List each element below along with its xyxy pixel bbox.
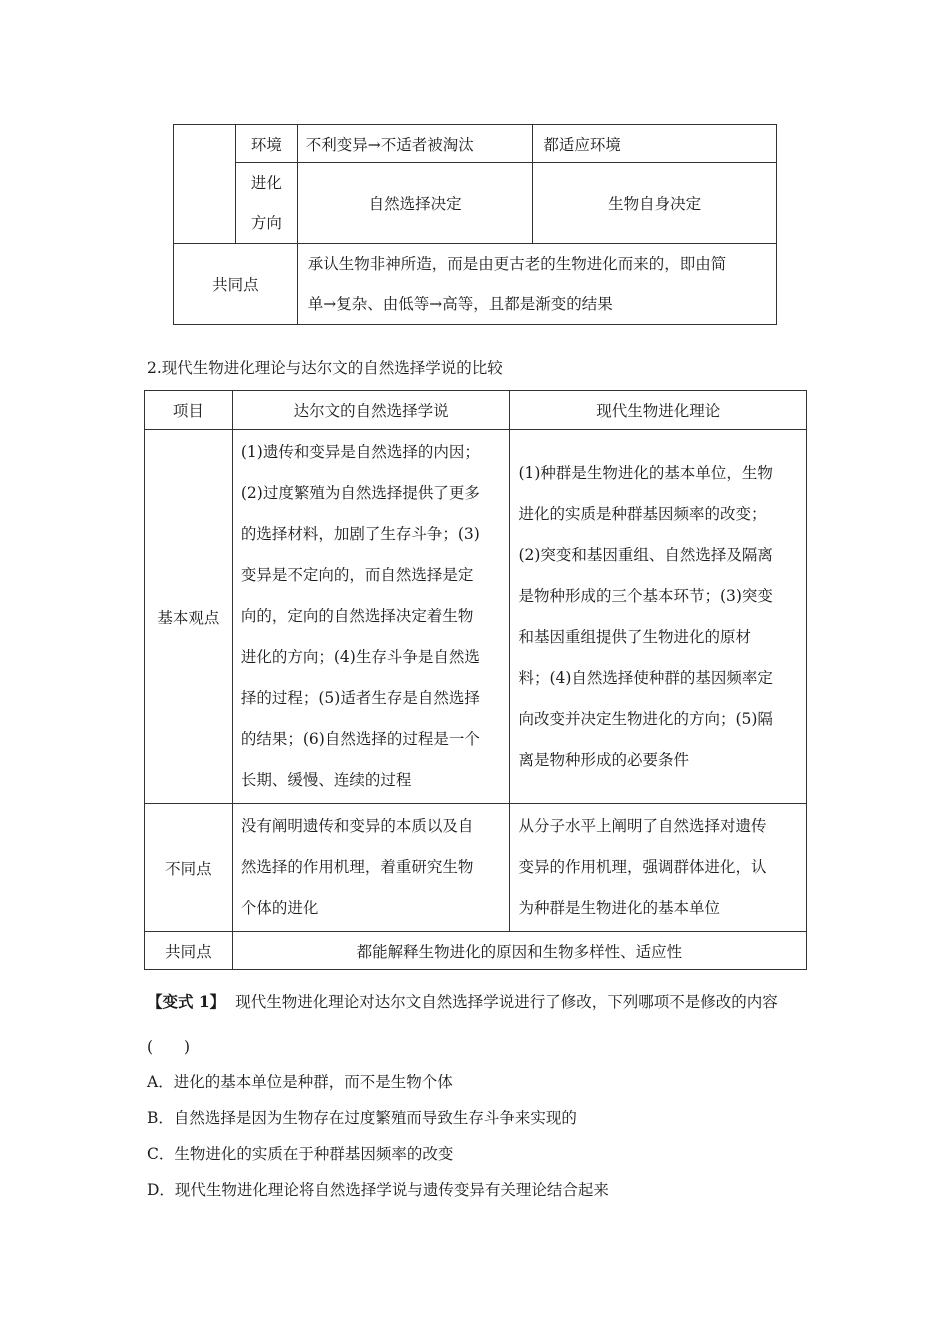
text-line: 长期、缓慢、连续的过程 xyxy=(240,771,412,789)
text-line: 是物种形成的三个基本环节；(3)突变 xyxy=(518,586,773,605)
text-line: (1)种群是生物进化的基本单位，生物 xyxy=(518,463,773,482)
option-a[interactable]: A．进化的基本单位是种群，而不是生物个体 xyxy=(147,1073,453,1091)
text-line: 择的过程；(5)适者生存是自然选择 xyxy=(240,689,480,707)
text-line: 进化的方向；(4)生存斗争是自然选 xyxy=(240,648,480,666)
merged-empty-cell xyxy=(174,125,236,244)
cell-basic-modern xyxy=(510,430,807,804)
cell-environment-col2: 都适应环境 xyxy=(533,125,777,163)
cell-diff-darwin xyxy=(232,804,510,932)
text-line: 为种群是生物进化的基本单位 xyxy=(518,899,720,917)
row-label-common-2: 共同点 xyxy=(145,932,233,970)
text-line: (2)过度繁殖为自然选择提供了更多 xyxy=(240,484,480,502)
text-line: (1)遗传和变异是自然选择的内因； xyxy=(240,443,480,461)
section-2-title: 2.现代生物进化理论与达尔文的自然选择学说的比较 xyxy=(147,359,503,377)
darwin-vs-modern-table xyxy=(144,390,807,970)
answer-bracket: ( ) xyxy=(147,1038,191,1056)
cell-diff-modern xyxy=(510,804,807,932)
option-d[interactable]: D．现代生物进化理论将自然选择学说与遗传变异有关理论结合起来 xyxy=(147,1181,609,1199)
text-line: 的结果；(6)自然选择的过程是一个 xyxy=(240,730,480,748)
cell-direction-col1: 自然选择决定 xyxy=(297,163,533,244)
question-stem-line xyxy=(147,990,778,1014)
text-line: 变异是不定向的，而自然选择是定 xyxy=(240,566,474,584)
text-line: 然选择的作用机理，着重研究生物 xyxy=(240,858,474,876)
row-label-direction xyxy=(235,163,297,244)
text-line: 没有阐明遗传和变异的本质以及自 xyxy=(240,817,474,835)
common-text-line1: 承认生物非神所造，而是由更古老的生物进化而来的，即由简 xyxy=(307,255,727,273)
text-line: 和基因重组提供了生物进化的原材 xyxy=(518,627,751,646)
text-line: 的选择材料，加剧了生存斗争；(3) xyxy=(240,525,480,543)
row-label-direction-line1: 进化 xyxy=(250,174,282,192)
text-line: 料；(4)自然选择使种群的基因频率定 xyxy=(518,668,773,687)
header-modern: 现代生物进化理论 xyxy=(510,391,807,430)
text-line: 个体的进化 xyxy=(240,899,319,917)
text-line: (2)突变和基因重组、自然选择及隔离 xyxy=(518,545,773,564)
cell-direction-col2: 生物自身决定 xyxy=(533,163,777,244)
text-line: 离是物种形成的必要条件 xyxy=(518,750,689,769)
cell-environment-col1: 不利变异→不适者被淘汰 xyxy=(297,125,533,163)
common-text-line2: 单→复杂、由低等→高等，且都是渐变的结果 xyxy=(307,295,613,313)
text-line: 向改变并决定生物进化的方向；(5)隔 xyxy=(518,709,773,728)
comparison-table-continued xyxy=(173,124,777,325)
question-tag: 【变式 1】 xyxy=(147,992,226,1011)
text-line: 向的，定向的自然选择决定着生物 xyxy=(240,607,474,625)
header-darwin: 达尔文的自然选择学说 xyxy=(232,391,510,430)
cell-common-2: 都能解释生物进化的原因和生物多样性、适应性 xyxy=(232,932,806,970)
row-label-basic: 基本观点 xyxy=(145,430,233,804)
row-label-environment: 环境 xyxy=(235,125,297,163)
row-label-direction-line2: 方向 xyxy=(250,214,282,232)
question-stem: 现代生物进化理论对达尔文自然选择学说进行了修改，下列哪项不是修改的内容 xyxy=(235,993,778,1011)
cell-common-text xyxy=(297,244,776,325)
cell-basic-darwin xyxy=(232,430,510,804)
text-line: 进化的实质是种群基因频率的改变； xyxy=(518,504,767,523)
option-c[interactable]: C．生物进化的实质在于种群基因频率的改变 xyxy=(147,1145,454,1163)
option-b[interactable]: B．自然选择是因为生物存在过度繁殖而导致生存斗争来实现的 xyxy=(147,1109,577,1127)
row-label-common: 共同点 xyxy=(174,244,298,325)
row-label-diff: 不同点 xyxy=(145,804,233,932)
header-item: 项目 xyxy=(145,391,233,430)
text-line: 从分子水平上阐明了自然选择对遗传 xyxy=(518,817,767,835)
text-line: 变异的作用机理，强调群体进化，认 xyxy=(518,858,767,876)
